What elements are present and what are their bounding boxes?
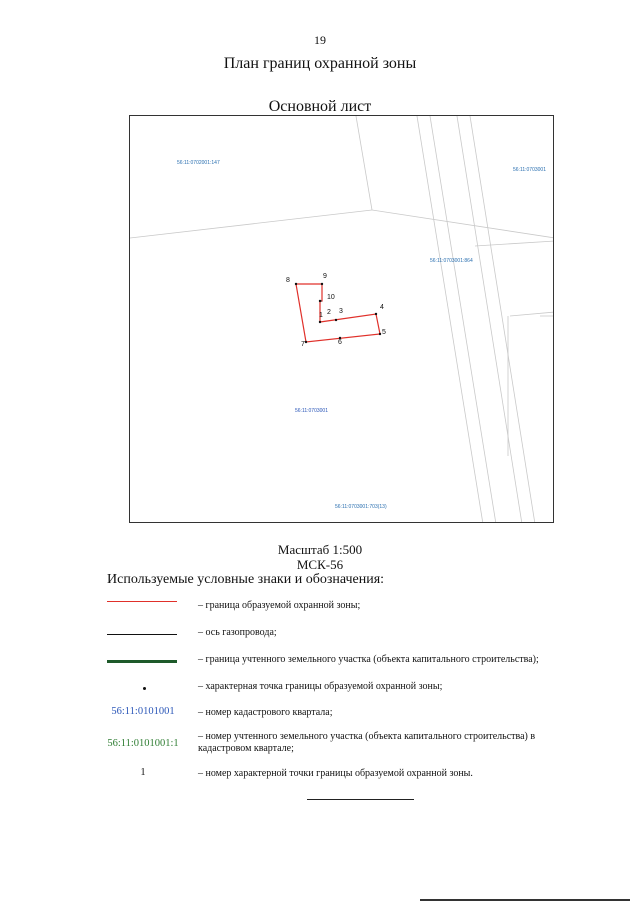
legend-text-quarter-number: – номер кадастрового квартала; (198, 707, 333, 718)
legend-black-line-symbol (107, 634, 177, 635)
point-number-7: 7 (301, 341, 305, 348)
point-number-4: 4 (380, 304, 384, 311)
boundary-point (375, 313, 377, 315)
boundary-points (295, 283, 381, 343)
protection-zone-boundary (296, 284, 380, 342)
point-number-3: 3 (339, 308, 343, 315)
map-background-lines (130, 116, 554, 523)
page-number: 19 (314, 33, 326, 47)
page-bottom-rule (420, 899, 630, 901)
legend-text-characteristic-point: – характерная точка границы образуемой охранной зоны; (198, 681, 443, 692)
legend-red-line-symbol (107, 601, 177, 602)
point-number-8: 8 (286, 277, 290, 284)
boundary-map (129, 115, 554, 523)
point-number-10: 10 (327, 294, 335, 301)
point-number-2: 2 (327, 309, 331, 316)
boundary-point (319, 300, 321, 302)
cadastral-parcel-label: 56:11:0703001:703(13) (335, 504, 387, 510)
cadastral-parcel-label: 56:11:0702001:147 (177, 160, 220, 166)
legend-parcel-code: 56:11:0101001:1 (107, 738, 179, 749)
legend-point-number-symbol: 1 (140, 767, 146, 778)
boundary-point (335, 319, 337, 321)
cadastral-quarter-label: 56:11:0703001 (295, 408, 328, 414)
map-drawing (130, 116, 554, 523)
boundary-point (319, 321, 321, 323)
legend-text-zone-boundary: – граница образуемой охранной зоны; (198, 600, 361, 611)
legend-dot-symbol (143, 687, 146, 690)
legend-text-point-number: – номер характерной точки границы образуемой охранной зоны. (198, 768, 473, 779)
page-subtitle: Основной лист (268, 98, 372, 115)
scale-block (0, 542, 640, 572)
boundary-point (321, 283, 323, 285)
scale-text: Масштаб 1:500 (277, 542, 363, 557)
legend-green-line-symbol (107, 660, 177, 663)
coordinate-system: МСК-56 (296, 557, 344, 572)
point-number-5: 5 (382, 329, 386, 336)
boundary-point (305, 341, 307, 343)
legend-text-gas-pipeline-axis: – ось газопровода; (198, 627, 277, 638)
point-number-6: 6 (338, 339, 342, 346)
legend-text-parcel-number: – номер учтенного земельного участка (объекта капитального строительства) в кадастровом квартале; (198, 731, 536, 754)
boundary-point (379, 333, 381, 335)
signature-line (307, 799, 414, 800)
legend-title: Используемые условные знаки и обозначения: (107, 572, 385, 587)
boundary-point (295, 283, 297, 285)
legend-quarter-code: 56:11:0101001 (111, 706, 175, 717)
page-title: План границ охранной зоны (223, 55, 417, 72)
cadastral-quarter-label: 56:11:0703001 (513, 167, 546, 173)
point-number-9: 9 (323, 273, 327, 280)
cadastral-parcel-label: 56:11:0703001:864 (430, 258, 473, 264)
point-number-1: 1 (319, 312, 323, 319)
legend-text-parcel-boundary: – граница учтенного земельного участка (объекта капитального строительства); (198, 654, 539, 665)
